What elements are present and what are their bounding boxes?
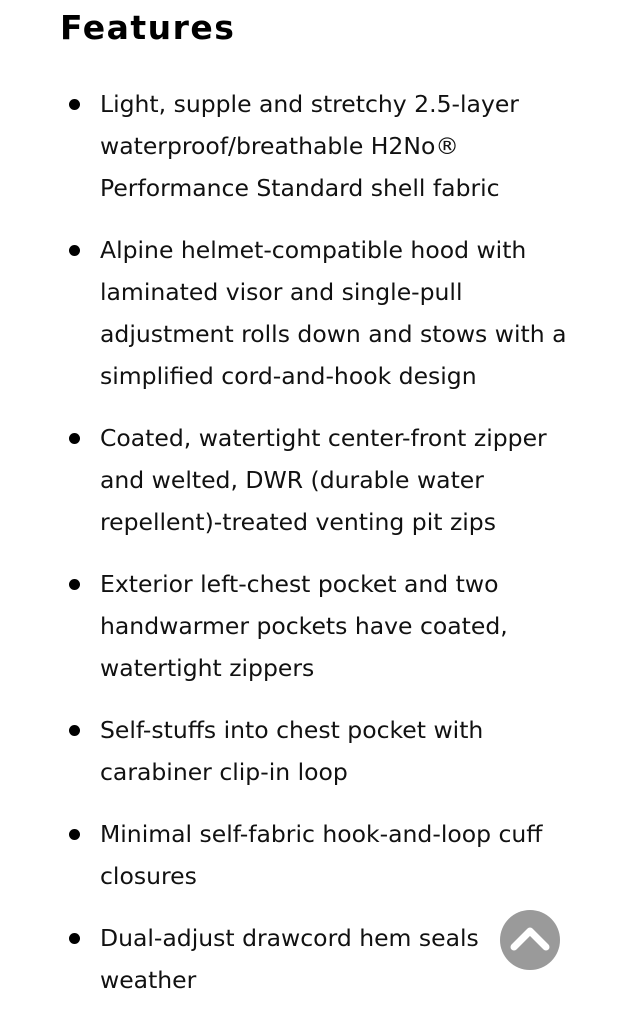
bullet-icon <box>69 579 80 590</box>
feature-text: Minimal self-fabric hook-and-loop cuff closures <box>100 820 543 890</box>
list-item <box>0 563 578 689</box>
feature-text: Alpine helmet-compatible hood with laminated visor and single-pull adjustment rolls down and stows with a simplified cord-and-hook design <box>100 236 567 390</box>
feature-text: Coated, watertight center-front zipper and welted, DWR (durable water repellent)-treated venting pit zips <box>100 424 547 536</box>
list-item <box>0 813 578 897</box>
bullet-icon <box>69 829 80 840</box>
bullet-icon <box>69 433 80 444</box>
list-item <box>0 83 578 209</box>
list-item <box>0 917 578 1001</box>
bullet-icon <box>69 725 80 736</box>
feature-text: Light, supple and stretchy 2.5-layer waterproof/breathable H2No® Performance Standard shell fabric <box>100 90 519 202</box>
scroll-to-top-button[interactable] <box>500 910 560 970</box>
feature-text: Dual-adjust drawcord hem seals weather <box>100 924 479 994</box>
bullet-icon <box>69 99 80 110</box>
list-item <box>0 417 578 543</box>
features-list <box>0 83 640 1017</box>
chevron-up-icon <box>500 910 560 970</box>
feature-text: Exterior left-chest pocket and two handwarmer pockets have coated, watertight zippers <box>100 570 508 682</box>
feature-text: Self-stuffs into chest pocket with carabiner clip-in loop <box>100 716 484 786</box>
list-item <box>0 229 578 397</box>
bullet-icon <box>69 245 80 256</box>
list-item <box>0 709 578 793</box>
bullet-icon <box>69 933 80 944</box>
section-title: Features <box>60 8 236 47</box>
